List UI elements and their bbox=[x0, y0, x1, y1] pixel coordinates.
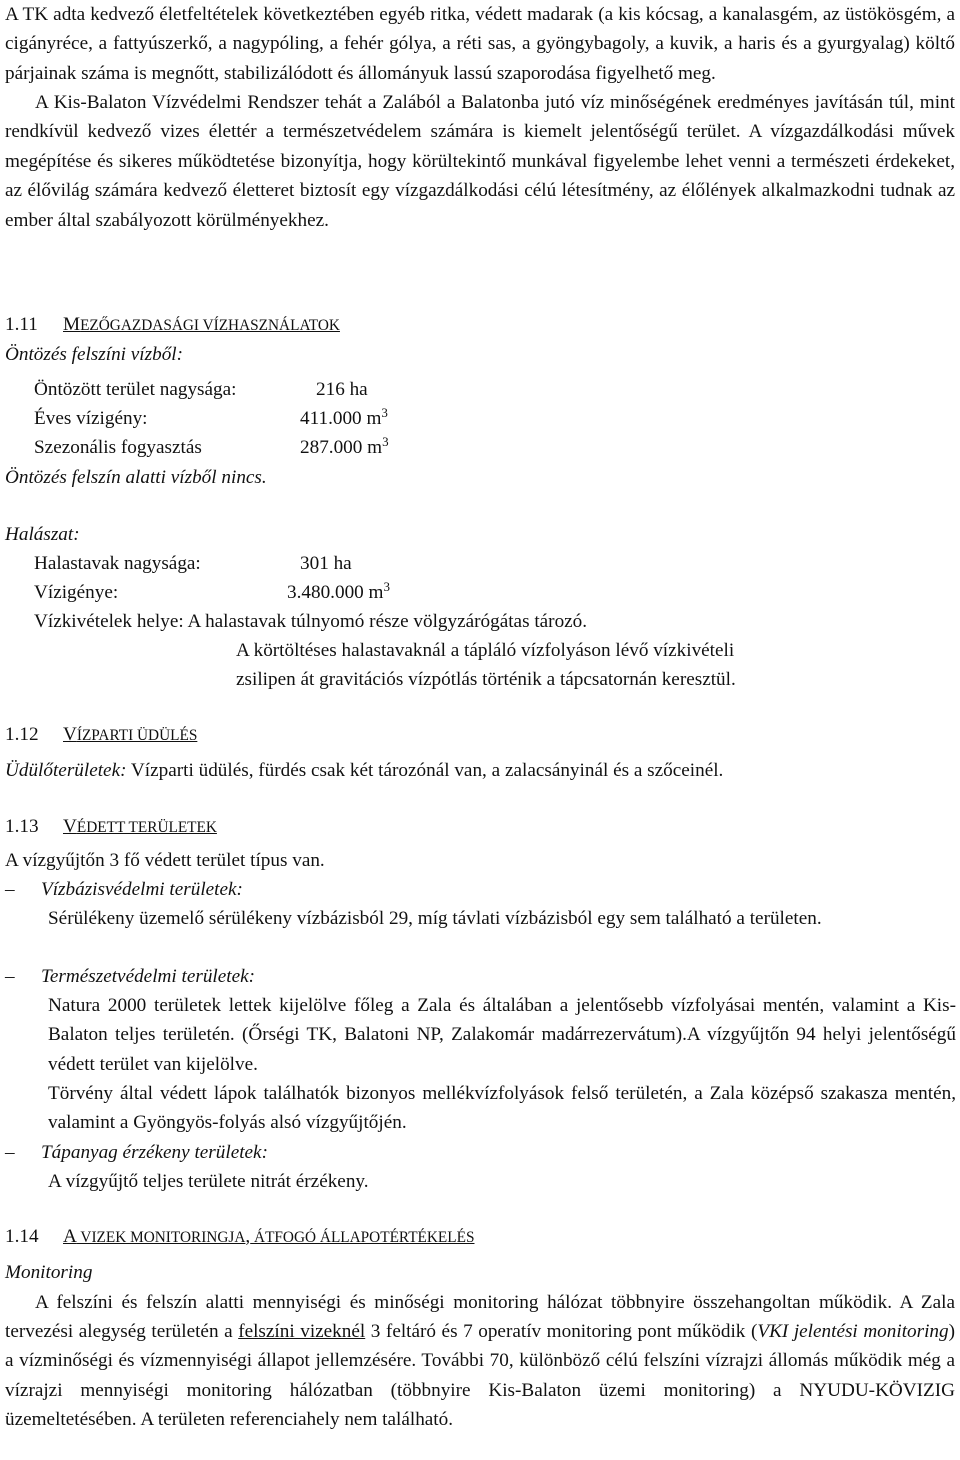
protected-area-item bbox=[5, 875, 243, 904]
row-value: 3.480.000 m bbox=[287, 582, 384, 603]
fishing-row bbox=[34, 549, 352, 578]
section-number: 1.12 bbox=[5, 724, 39, 745]
irrigation-row bbox=[34, 433, 389, 462]
monitoring-paragraph bbox=[5, 1288, 955, 1434]
item-text: Natura 2000 területek lettek kijelölve főleg a Zala és általában a jelentősebb vízfolyásai mentén, valamint a Kis-Balaton teljes területén. (Őrségi TK, Balatoni NP, Zalakomár madárrezervátum).A vízgyűjtőn 94 helyi jelentőségű védett terület van kijelölve. bbox=[48, 995, 956, 1075]
withdrawal-text: A körtöltéses halastavaknál a tápláló vízfolyáson lévő vízkivételi bbox=[236, 640, 735, 661]
item-text: A vízgyűjtő teljes területe nitrát érzékeny. bbox=[48, 1171, 369, 1192]
intro-paragraph-2: A Kis-Balaton Vízvédelmi Rendszer tehát a Zalából a Balatonba jutó víz minőségének eredményes javításán túl, mint rendkívül kedvező vizes élettér a természetvédelem számára is kiemelt jelentőségű terület. A vízgazdálkodási művek megépítése és sikeres működtetése bizonyítja, hogy körültekintő munkával figyelembe lehet venni a természeti érdekeket, az élővilág számára kedvező életteret biztosít egy vízgazdálkodási célú létesítmény, az élőlények alkalmazkodni tudnak az ember által szabályozott körülményekhez. bbox=[5, 92, 955, 231]
section-number: 1.11 bbox=[5, 314, 38, 335]
row-label: Vízigénye: bbox=[34, 582, 119, 603]
item-title: Természetvédelmi területek: bbox=[41, 966, 256, 987]
withdrawal-row bbox=[34, 607, 587, 636]
row-label: Éves vízigény: bbox=[34, 408, 148, 429]
irrigation-row bbox=[34, 404, 388, 433]
row-label: Öntözött terület nagysága: bbox=[34, 379, 237, 400]
section-heading-1-11 bbox=[5, 310, 340, 340]
section-title: ÁTFOGÓ ÁLLAPOTÉRTÉKELÉS bbox=[250, 1229, 475, 1246]
section-title: ÉDETT TERÜLETEK bbox=[76, 819, 217, 836]
irrigation-heading: Öntözés felszíni vízből: bbox=[5, 344, 184, 365]
groundwater-irrigation-note: Öntözés felszín alatti vízből nincs. bbox=[5, 467, 267, 488]
dash-bullet: – bbox=[5, 1142, 15, 1163]
section-title: ÍZPARTI ÜDÜLÉS bbox=[76, 727, 198, 744]
dash-bullet: – bbox=[5, 879, 15, 900]
section-title-initial: V bbox=[63, 816, 77, 837]
item-title: Vízbázisvédelmi területek: bbox=[41, 879, 243, 900]
monitoring-text-underlined: felszíni vizeknél bbox=[238, 1321, 366, 1343]
row-unit-superscript: 3 bbox=[381, 405, 388, 420]
row-label: Halastavak nagysága: bbox=[34, 553, 201, 574]
section-number: 1.13 bbox=[5, 816, 39, 837]
resort-text: Vízparti üdülés, fürdés csak két tározónál van, a zalacsányinál és a szőceinél. bbox=[126, 760, 724, 781]
monitoring-text: ) a vízminőségi és vízmennyiségi állapot jellemzésére. További 70, különböző célú felszíni vízrajzi állomás működik még a vízrajzi mennyiségi monitoring hálózatban (többnyire Kis-Balaton üzemi monitoring) a NYUDU-KÖVIZIG üzemeltetésében. A területen referenciahely nem található. bbox=[5, 1321, 955, 1430]
section-title-initial: M bbox=[63, 314, 81, 335]
dash-bullet: – bbox=[5, 966, 15, 987]
protected-area-item bbox=[5, 1138, 268, 1167]
monitoring-text: A felszíni és felszín alatti mennyiségi és minőségi monitoring hálózat többnyire összehangoltan működik. A Zala tervezési alegység területén a bbox=[5, 1292, 955, 1343]
section-heading-1-14 bbox=[5, 1222, 474, 1252]
irrigation-row bbox=[34, 375, 368, 404]
item-title: Tápanyag érzékeny területek: bbox=[41, 1142, 268, 1163]
monitoring-heading: Monitoring bbox=[5, 1262, 93, 1283]
section-title-initial: V bbox=[63, 724, 77, 745]
row-unit-superscript: 3 bbox=[383, 579, 390, 594]
monitoring-text-italic: VKI jelentési monitoring bbox=[757, 1321, 949, 1343]
item-text: Sérülékeny üzemelő sérülékeny vízbázisból 29, míg távlati vízbázisból egy sem található a területen. bbox=[48, 908, 822, 929]
row-unit-superscript: 3 bbox=[382, 434, 389, 449]
section-title-initial: A bbox=[63, 1226, 77, 1247]
fishing-row bbox=[34, 578, 390, 607]
withdrawal-label: Vízkivételek helye: bbox=[34, 611, 184, 632]
section-title-comma: , bbox=[245, 1226, 251, 1247]
withdrawal-text: A halastavak túlnyomó része völgyzárógátas tározó. bbox=[187, 611, 588, 632]
protected-areas-intro: A vízgyűjtőn 3 fő védett terület típus van. bbox=[5, 850, 325, 871]
row-value: 301 ha bbox=[300, 553, 352, 574]
item-text: Törvény által védett lápok találhatók bizonyos mellékvízfolyások felső területén, a Zala középső szakasza mentén, valamint a Gyöngyös-folyás alsó vízgyűjtőjén. bbox=[48, 1083, 956, 1134]
protected-area-item bbox=[5, 962, 255, 991]
resort-label: Üdülőterületek: bbox=[5, 760, 127, 781]
section-number: 1.14 bbox=[5, 1226, 39, 1247]
row-value: 287.000 m bbox=[300, 437, 383, 458]
resort-line bbox=[5, 756, 723, 785]
monitoring-text: 3 feltáró és 7 operatív monitoring pont működik ( bbox=[365, 1321, 758, 1343]
row-value: 216 ha bbox=[316, 379, 368, 400]
row-value: 411.000 m bbox=[300, 408, 382, 429]
fishing-heading: Halászat: bbox=[5, 524, 80, 545]
row-label: Szezonális fogyasztás bbox=[34, 437, 202, 458]
section-title: EZŐGAZDASÁGI VÍZHASZNÁLATOK bbox=[80, 317, 340, 334]
section-heading-1-12 bbox=[5, 720, 197, 750]
section-title: VIZEK MONITORINGJA bbox=[76, 1229, 246, 1246]
withdrawal-text: zsilipen át gravitációs vízpótlás történik a tápcsatornán keresztül. bbox=[236, 669, 736, 690]
intro-paragraph-1: A TK adta kedvező életfeltételek következtében egyéb ritka, védett madarak (a kis kócsag, a kanalasgém, az üstökösgém, a cigányréce, a fattyúszerkő, a nagypóling, a fehér gólya, a réti sas, a gyöngybagoly, a kuvik, a haris és a gyurgyalag) költő párjainak száma is megnőtt, stabilizálódott és állományuk lassú szaporodása figyelhető meg. bbox=[5, 4, 955, 84]
section-heading-1-13 bbox=[5, 812, 217, 842]
